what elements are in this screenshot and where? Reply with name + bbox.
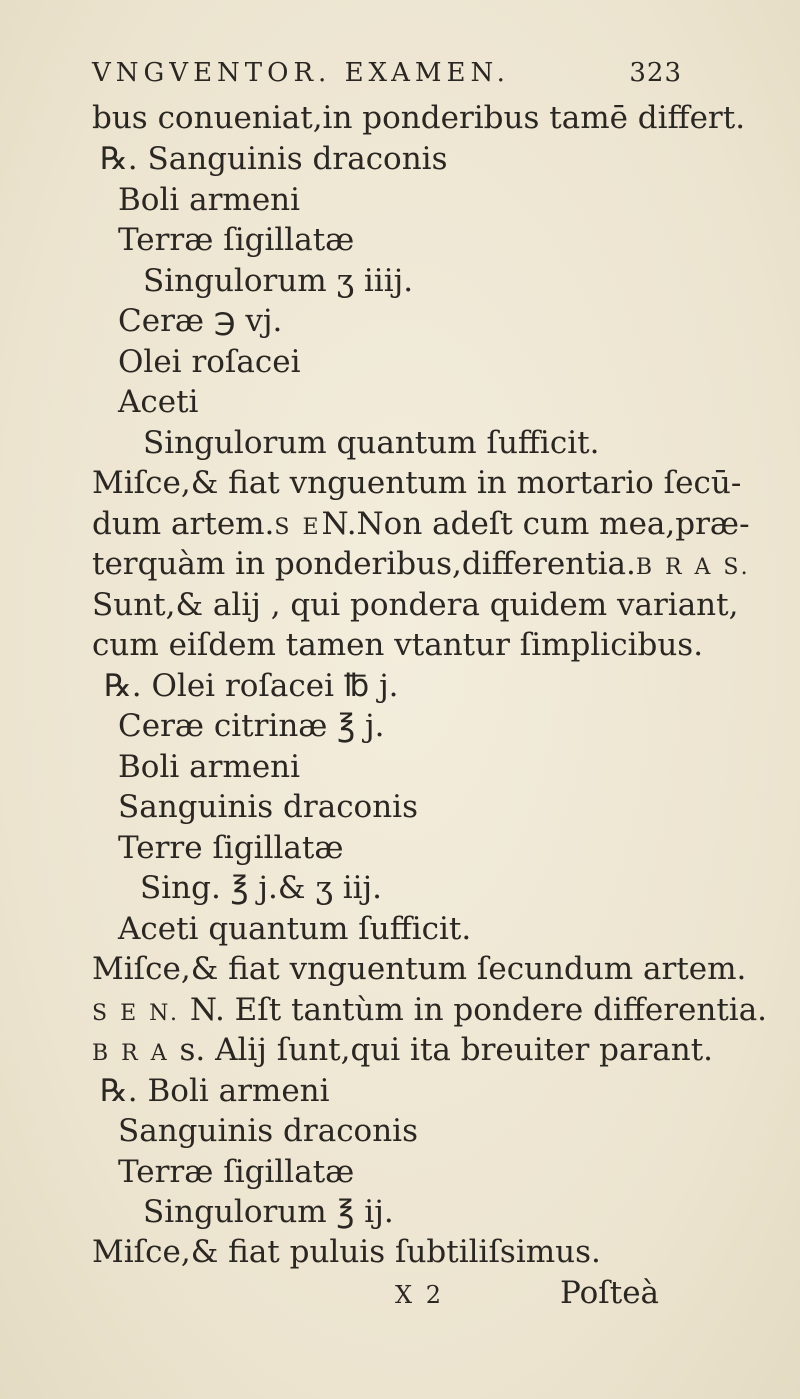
- text-line: bus conueniat,in ponderibus tamē differt.: [92, 100, 746, 136]
- text-line: Miſce,& fiat vnguentum in mortario ſecū-: [92, 465, 742, 501]
- text-line: [92, 1030, 713, 1070]
- text-line: Singulorum ℥ ij.: [143, 1194, 394, 1230]
- text-line: Ceræ citrinæ ℥ j.: [118, 708, 385, 744]
- line-text: s. Alij ſunt,qui ita breuiter parant.: [179, 1032, 714, 1068]
- line-text: dum artem.: [92, 506, 275, 542]
- text-line: Terræ ſigillatæ: [118, 222, 355, 258]
- small-caps-sen: S E: [274, 515, 322, 540]
- text-line: Olei roſacei: [118, 344, 301, 380]
- text-line: ℞. Sanguinis draconis: [100, 141, 448, 177]
- text-line: [92, 504, 750, 544]
- small-caps-b-r-a: B R A: [92, 1041, 170, 1066]
- text-line: Ceræ ℈ vj.: [118, 303, 283, 339]
- text-line: Aceti: [118, 384, 199, 420]
- text-line: ℞. Olei roſacei ℔ j.: [104, 668, 399, 704]
- text-line: Miſce,& fiat puluis ſubtiliſsimus.: [92, 1234, 601, 1270]
- running-header: [92, 58, 692, 98]
- text-line: Aceti quantum ſufficit.: [118, 911, 472, 947]
- text-line: ℞. Boli armeni: [100, 1073, 330, 1109]
- text-line: [92, 990, 767, 1030]
- running-title: VNGVENTOR. EXAMEN.: [92, 58, 510, 88]
- line-text: terquàm in ponderibus,differentia.: [92, 546, 636, 582]
- text-line: Miſce,& fiat vnguentum ſecundum artem.: [92, 951, 747, 987]
- text-line: Sanguinis draconis: [118, 789, 419, 825]
- text-line: cum eiſdem tamen vtantur ſimplicibus.: [92, 627, 704, 663]
- text-line: Terræ ſigillatæ: [118, 1154, 355, 1190]
- small-caps-bras-short: S.: [723, 555, 751, 580]
- line-text: N. Eſt tantùm in pondere differentia.: [189, 992, 768, 1028]
- text-line: Sing. ℥ j.& ʒ iij.: [140, 870, 382, 906]
- text-line: Singulorum ʒ iiij.: [143, 263, 414, 299]
- catchword: Poſteà: [560, 1275, 660, 1311]
- text-line: Sunt,& alij , qui pondera quidem variant,: [92, 587, 739, 623]
- line-text: N.Non adeſt cum mea,præ-: [321, 506, 750, 542]
- text-line: Sanguinis draconis: [118, 1113, 419, 1149]
- page-number: 323: [629, 58, 682, 88]
- text-line: [92, 544, 751, 584]
- small-caps-bras: B R A: [635, 555, 714, 580]
- text-line: Boli armeni: [118, 749, 301, 785]
- signature-mark: X 2: [395, 1281, 444, 1309]
- small-caps-sen-full: S E N.: [92, 1001, 180, 1026]
- text-line: Boli armeni: [118, 182, 301, 218]
- text-line: Terre ſigillatæ: [118, 830, 344, 866]
- text-line: Singulorum quantum ſufficit.: [143, 425, 600, 461]
